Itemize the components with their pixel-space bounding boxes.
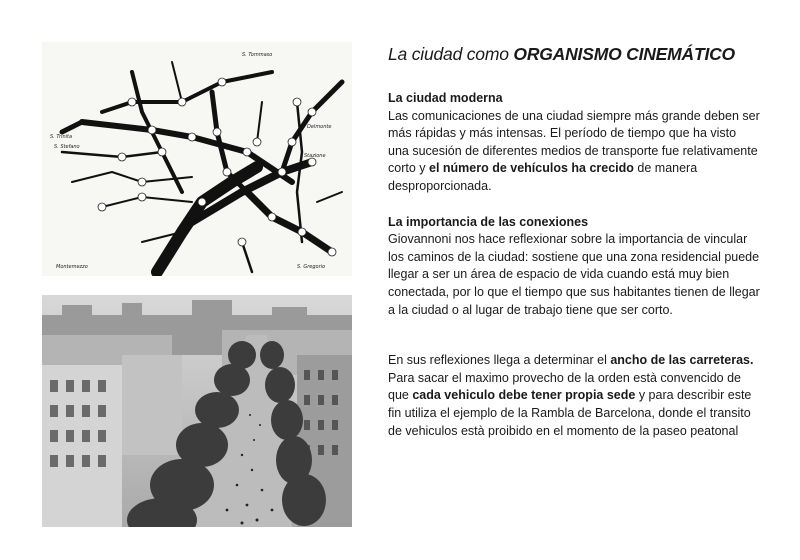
map-label-bottom-left: Montemezzo [56,264,88,270]
text-column [388,44,760,440]
section-heading: La ciudad moderna [388,91,503,105]
title-prefix: La ciudad como [388,44,514,64]
paragraph-text: y para describir este fin utiliza el ejemplo de la Rambla de Barcelona, donde el transito de vehiculos està proibido en el momento de la paseo peatonal [388,388,752,438]
section-road-width [388,352,760,440]
section-heading: La importancia de las conexiones [388,214,589,229]
section-connections [388,214,760,320]
map-label-right2: Stazione [304,153,326,159]
rambla-barcelona-photo [42,295,352,527]
section-paragraph [388,370,760,440]
map-label-left: S. Trinita [50,134,73,140]
map-label-right: Delmonte [307,124,332,130]
paragraph-emphasis: . [750,353,754,368]
map-label-bottom-right: S. Gregorio [297,264,326,270]
section-paragraph [388,108,760,196]
paragraph-emphasis: el número de vehículos ha crecido [429,161,634,176]
paragraph-text: En sus reflexiones llega a determinar el [388,353,611,368]
rambla-photo-drawing [42,295,352,527]
paragraph-text: Para sacar el maximo provecho de la orden està convencido de que [388,370,741,403]
paragraph-text: de manera desproporcionada. [388,161,698,193]
map-label-top: S. Tommaso [242,52,273,58]
paragraph-emphasis: cada vehiculo debe tener propia sede [412,388,636,403]
title-emphasis: ORGANISMO CINEMÁTICO [513,44,735,64]
traffic-map-image [42,42,352,276]
paragraph-emphasis: ancho de las carreteras [610,353,751,368]
page-title [388,44,760,65]
paragraph-text: Giovannoni nos hace reflexionar sobre la importancia de vincular los caminos de la ciudad: sostiene que una zona residencial puede llegar a ser un área de espacio de vida cuando está muy bien conectada, por lo que el tiempo que sus habitantes tienen de llegar a la ciudad o al lugar de trabajo tiene que ser corto. [388,232,760,317]
section-modern-city [388,90,760,196]
section-paragraph [388,231,760,319]
map-label-left2: S. Stefano [54,144,80,150]
paragraph-text: Las comunicaciones de una ciudad siempre más grande deben ser más rápidas y más intensas. El período de tiempo que ha visto una sucesión de diferentes medios de transporte fue relativamente corto y [388,108,760,176]
section-paragraph [388,352,760,370]
traffic-map-drawing [42,42,352,276]
